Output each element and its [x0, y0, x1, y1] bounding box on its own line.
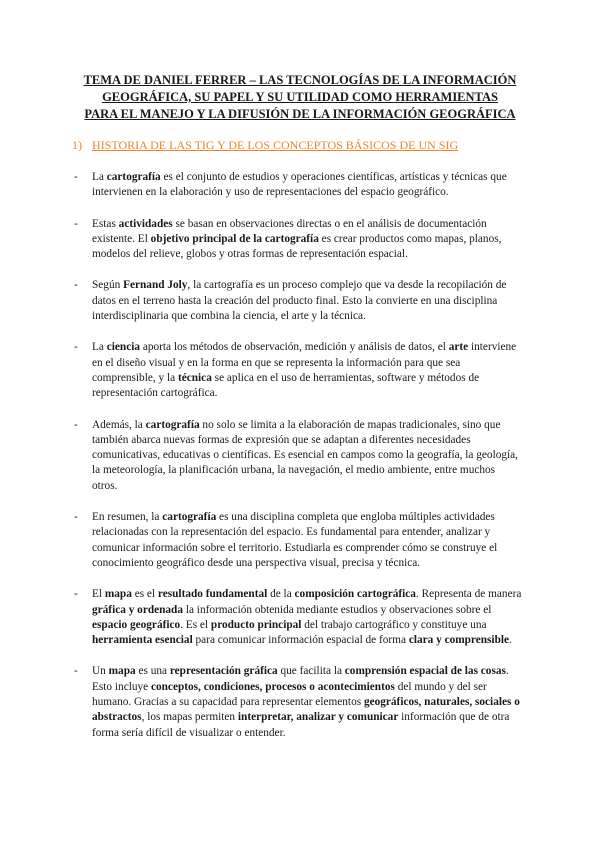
title-line-3: PARA EL MANEJO Y LA DIFUSIÓN DE LA INFORMACIÓN GEOGRÁFICA — [84, 107, 516, 121]
section-number: 1) — [72, 138, 82, 152]
section-heading — [72, 138, 512, 153]
bullet-item — [74, 418, 522, 494]
bullet-dash: - — [74, 511, 78, 524]
bullet-dash: - — [74, 588, 78, 601]
bullet-text: La cartografía es el conjunto de estudios y operaciones científicas, artísticas y técnicas que intervienen en la elaboración y uso de representaciones del espacio geográfico. — [92, 171, 507, 199]
bullet-text: El mapa es el resultado fundamental de la composición cartográfica. Representa de manera gráfica y ordenada la información obtenida mediante estudios y observaciones sobre el espacio geográfico. Es el producto principal del trabajo cartográfico y constituye una herramienta esencial para comunicar información espacial de forma clara y comprensible. — [92, 588, 522, 647]
bullet-text: Un mapa es una representación gráfica que facilita la comprensión espacial de las cosas. Esto incluye conceptos, condiciones, procesos o acontecimientos del mundo y del ser humano. Gracias a su capacidad para representar elementos geográficos, naturales, sociales o abstractos, los mapas permiten interpretar, analizar y comunicar información que de otra forma sería difícil de visualizar o entender. — [92, 665, 520, 739]
bullet-text: Según Fernand Joly, la cartografía es un proceso complejo que va desde la recopilación de datos en el terreno hasta la creación del producto final. Esto la convierte en una disciplina interdisciplinaria que combina la ciencia, el arte y la técnica. — [92, 279, 507, 323]
bullet-dash: - — [74, 341, 78, 354]
bullet-dash: - — [74, 279, 78, 292]
section-title: HISTORIA DE LAS TIG Y DE LOS CONCEPTOS BÁSICOS DE UN SIG — [92, 138, 459, 152]
document-title — [40, 72, 560, 123]
bullet-text: La ciencia aporta los métodos de observación, medición y análisis de datos, el arte interviene en el diseño visual y en la forma en que se representa la información para que sea comprensible, y la técnica se aplica en el uso de herramientas, software y métodos de representación cartográfica. — [92, 341, 517, 400]
bullet-list — [74, 170, 522, 757]
title-line-2: GEOGRÁFICA, SU PAPEL Y SU UTILIDAD COMO HERRAMIENTAS — [102, 90, 498, 104]
bullet-item — [74, 340, 522, 401]
title-line-1: TEMA DE DANIEL FERRER – LAS TECNOLOGÍAS DE LA INFORMACIÓN — [83, 73, 517, 87]
bullet-item — [74, 278, 522, 324]
bullet-dash: - — [74, 665, 78, 678]
bullet-text: Además, la cartografía no solo se limita a la elaboración de mapas tradicionales, sino que también abarca nuevas formas de expresión que se adaptan a diferentes necesidades comunicativas, educativas o científicas. Es esencial en campos como la geografía, la geología, la meteorología, la planificación urbana, la navegación, el medio ambiente, entre muchos otros. — [92, 418, 518, 492]
bullet-item — [74, 170, 522, 201]
bullet-item — [74, 510, 522, 571]
bullet-item — [74, 217, 522, 263]
bullet-text: En resumen, la cartografía es una disciplina completa que engloba múltiples actividades relacionadas con la representación del espacio. Es fundamental para entender, analizar y comunicar información sobre el territorio. Estudiarla es comprender cómo se construye el conocimiento geográfico desde una perspectiva visual, precisa y técnica. — [92, 511, 498, 569]
bullet-dash: - — [74, 418, 78, 431]
bullet-text: Estas actividades se basan en observaciones directas o en el análisis de documentación existente. El objetivo principal de la cartografía es crear productos como mapas, planos, modelos del relieve, globos y otras formas de representación espacial. — [92, 217, 502, 261]
bullet-item — [74, 664, 522, 740]
bullet-dash: - — [74, 171, 78, 183]
bullet-dash: - — [74, 217, 78, 230]
bullet-item — [74, 587, 522, 648]
